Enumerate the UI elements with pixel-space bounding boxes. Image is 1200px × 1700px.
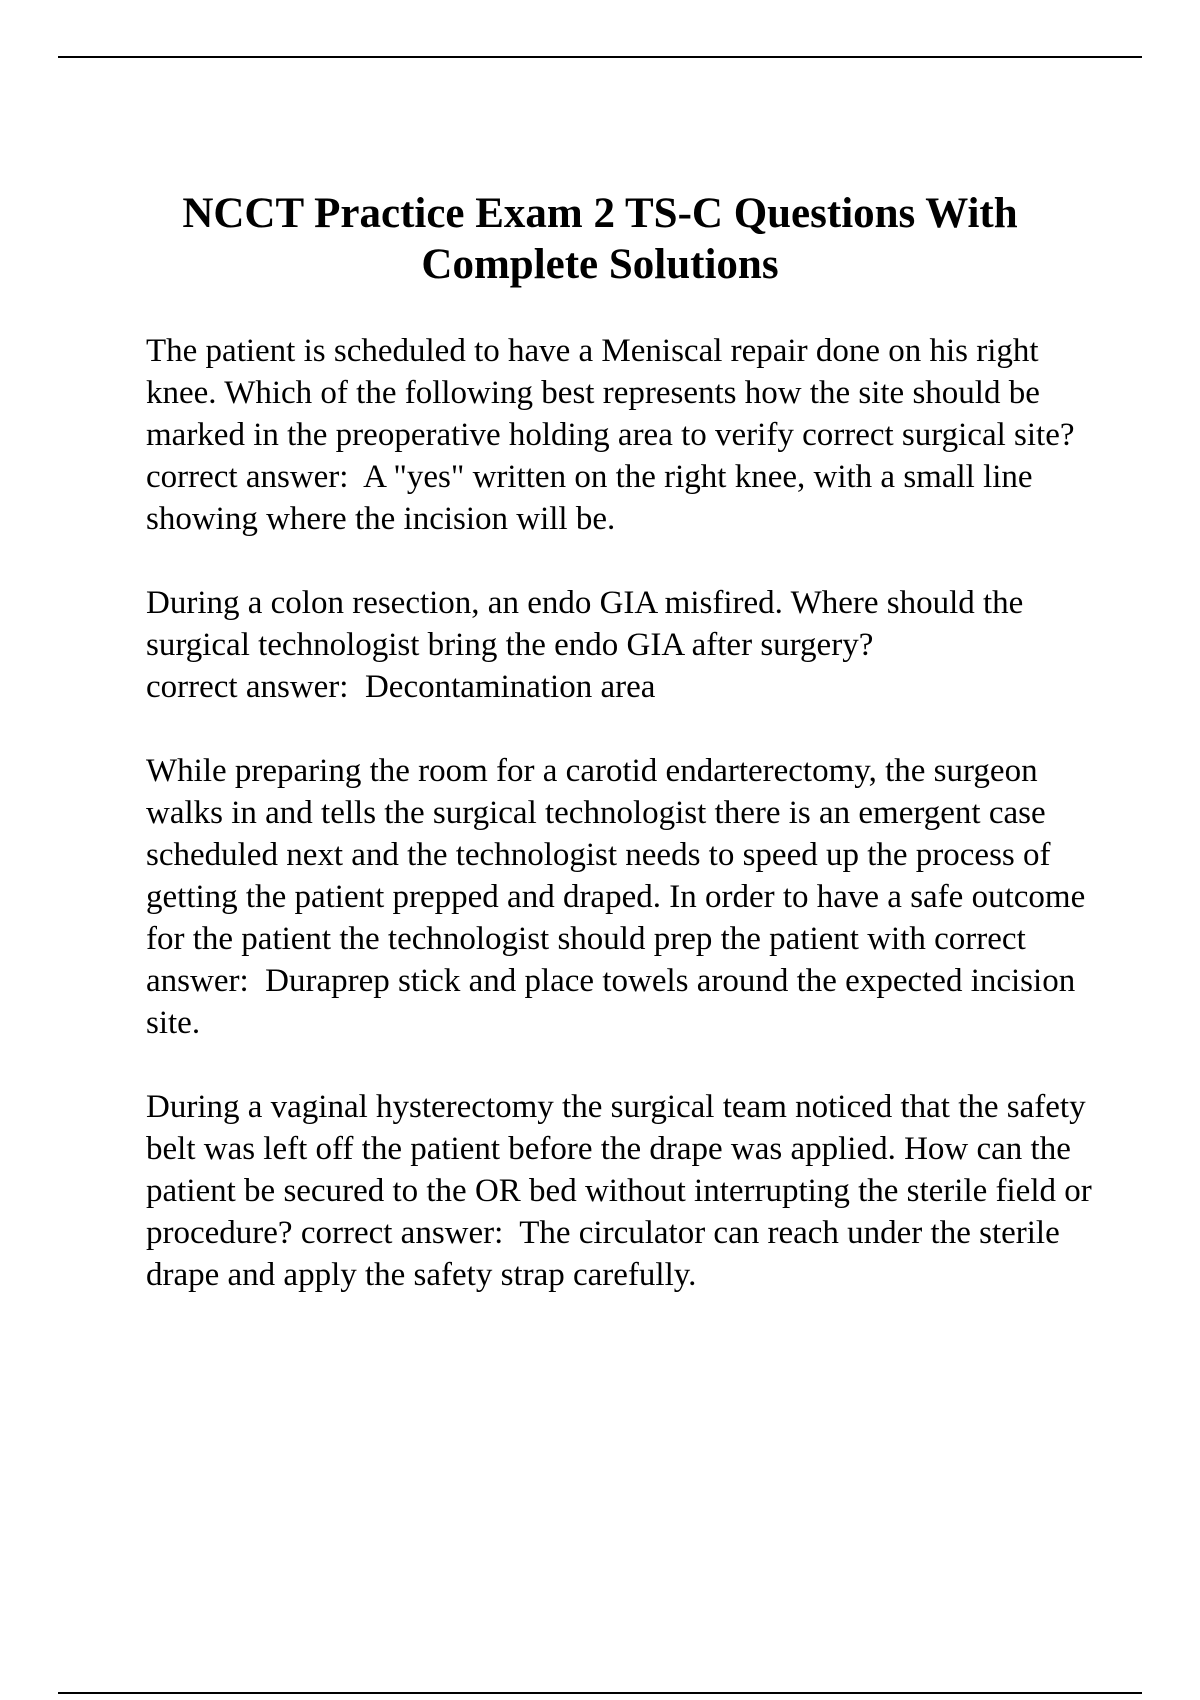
qa-item-2 [146,582,1106,708]
header-rule [58,56,1142,58]
answer-text: Decontamination area [364,669,656,705]
answer-text: The circulator can reach under the sterile drape and apply the safety strap carefully. [146,1215,1068,1293]
footer-rule [58,1692,1142,1694]
answer-text: Duraprep stick and place towels around the expected incision site. [146,963,1084,1041]
qa-item-4 [146,1086,1106,1296]
question-text: During a vaginal hysterectomy the surgical team noticed that the safety belt was left off the patient before the drape was applied. How can the patient be secured to the OR bed without interrupting the sterile field or procedure? [146,1089,1100,1251]
answer-label: correct answer: [146,921,1034,999]
qa-list [146,330,1106,1338]
answer-label: correct answer: [146,669,349,705]
answer-label: correct answer: [146,459,349,495]
answer-label: correct answer: [300,1215,504,1251]
question-text: The patient is scheduled to have a Meniscal repair done on his right knee. Which of the following best represents how the site should be marked in the preoperative holding area to verify correct surgical site? [146,333,1075,453]
document-title: NCCT Practice Exam 2 TS-C Questions With Complete Solutions [182,190,1018,288]
qa-item-1 [146,330,1106,540]
qa-item-3 [146,750,1106,1044]
question-text: During a colon resection, an endo GIA misfired. Where should the surgical technologist bring the endo GIA after surgery? [146,585,1032,663]
answer-text: A "yes" written on the right knee, with a small line showing where the incision will be. [146,459,1041,537]
question-text: While preparing the room for a carotid endarterectomy, the surgeon walks in and tells the surgical technologist there is an emergent case scheduled next and the technologist needs to speed up the process of getting the patient prepped and draped. In order to have a safe outcome for the patient the technologist should prep the patient with [146,753,1094,957]
